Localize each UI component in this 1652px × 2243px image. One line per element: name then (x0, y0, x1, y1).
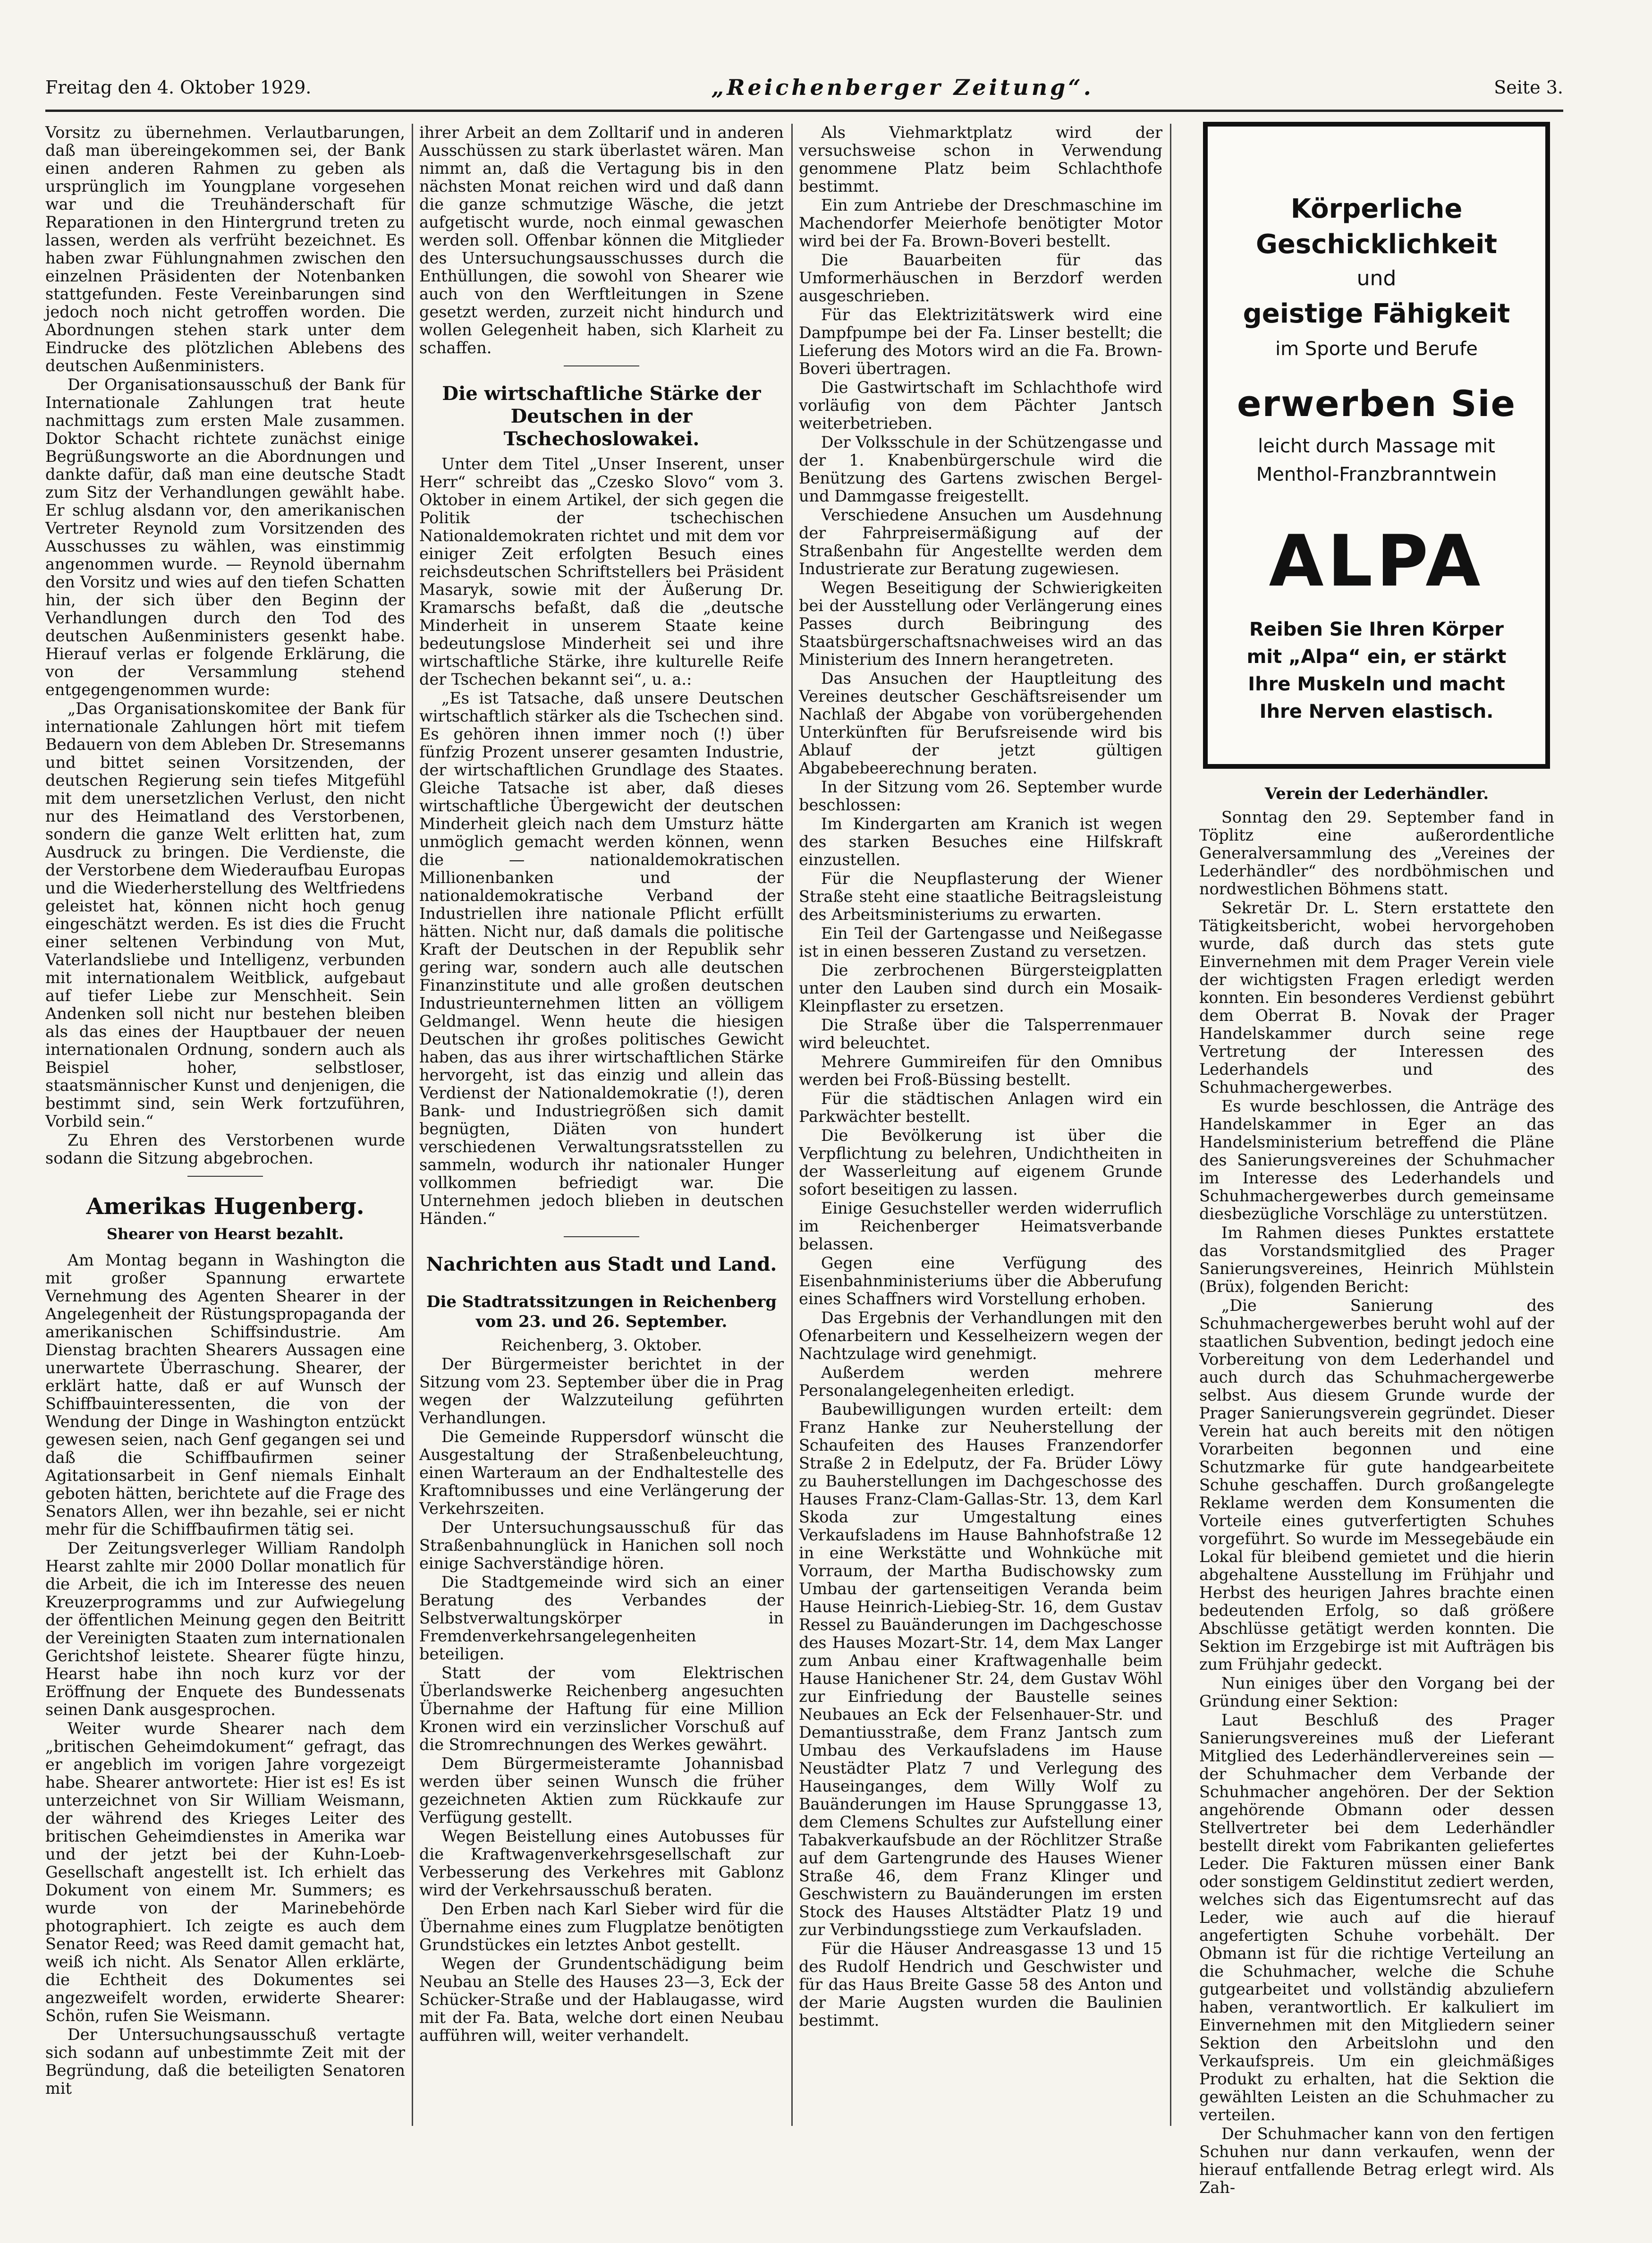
ad-line: leicht durch Massage mit (1258, 435, 1495, 457)
article-paragraph: Der Bürgermeister berichtet in der Sitzung vom 23. September über die in Prag wegen der Walzzuteilung geführten Verhandlungen. (419, 1355, 784, 1427)
article-paragraph: Vorsitz zu übernehmen. Verlautbarungen, daß man übereingekommen sei, der Bank einen anderen Rahmen zu geben als ursprünglich im Youngplane vorgesehen war und die Treuhänderschaft für Reparationen in den Hintergrund treten zu lassen, werden als verfrüht bezeichnet. Es haben zwar Fühlungnahmen zwischen den einzelnen Präsidenten der Notenbanken stattgefunden. Feste Vereinbarungen sind jedoch noch nicht getroffen worden. Die Abordnungen stehen stark unter dem Eindrucke des plötzlichen Ablebens des deutschen Außenministers. (45, 123, 405, 375)
article-paragraph: Für die städtischen Anlagen wird ein Parkwächter bestellt. (799, 1089, 1162, 1126)
issue-date: Freitag den 4. Oktober 1929. (45, 77, 312, 98)
article-paragraph: Als Viehmarktplatz wird der versuchsweise schon in Verwendung genommene Platz beim Schlachthofe bestimmt. (799, 123, 1162, 195)
article-paragraph: Für die Neupflasterung der Wiener Straße steht eine staatliche Beitragsleistung des Arbeitsministeriums zu erwarten. (799, 869, 1162, 924)
article-paragraph: In der Sitzung vom 26. September wurde beschlossen: (799, 778, 1162, 814)
headline-lederhaendler: Verein der Lederhändler. (1264, 784, 1489, 803)
article-paragraph: Für die Häuser Andreasgasse 13 und 15 des Rudolf Hendrich und Geschwister und für das Haus Breite Gasse 58 des Anton und der Marie Augsten wurden die Baulinien bestimmt. (799, 1939, 1162, 2030)
ad-line: Ihre Nerven elastisch. (1259, 701, 1494, 722)
article-paragraph: „Das Organisationskomitee der Bank für internationale Zahlungen hört mit tiefem Bedauern von dem Ableben Dr. Stresemanns und bittet seinen Vorsitzenden, der deutschen Regierung sein tiefes Mitgefühl mit dem unersetzlichen Verlust, den nicht nur des Heimatland des Verstorbenen, sondern die ganze Welt erlitten hat, zum Ausdruck zu bringen. Die Verdienste, die der Verstorbene dem Wiederaufbau Europas und die Wiederherstellung des Weltfriedens geleistet hat, können nicht hoch genug eingeschätzt werden. Es ist dies die Frucht einer seltenen Verbindung von Mut, Vaterlandsliebe und Intelligenz, verbunden mit internationalem Weitblick, aufgebaut auf tiefer Liebe zur Menschheit. Sein Andenken soll nicht nur bestehen bleiben als das eines der Hauptbauer der neuen internationalen Ordnung, sondern auch als Beispiel hoher, selbstloser, staatsmännischer Kunst und denjenigen, die bestimmt sind, sein Werk fortzuführen, Vorbild sein.“ (45, 699, 406, 1130)
article-paragraph: Die Straße über die Talsperrenmauer wird beleuchtet. (799, 1016, 1162, 1052)
article-paragraph: Weiter wurde Shearer nach dem „britischen Geheimdokument“ gefragt, das er angeblich im vorigen Jahre vorgezeigt habe. Shearer antwortete: Hier ist es! Es ist unterzeichnet von Sir William Weismann, der während des Krieges Leiter des britischen Geheimdienstes in Amerika war und der jetzt bei der Kuhn-Loeb-Gesellschaft angestellt ist. Ich erhielt das Dokument von einem Mr. Summers; es wurde von der Marinebehörde photographiert. Ich zeigte es auch dem Senator Reed; was Reed damit gemacht hat, weiß ich nicht. Als Senator Allen erklärte, die Echtheit des Dokumentes sei angezweifelt worden, erwiderte Shearer: Schön, rufen Sie Weismann. (45, 1719, 405, 2025)
ad-brand-name: ALPA (1269, 520, 1484, 603)
article-paragraph: Die Bevölkerung ist über die Verpflichtung zu belehren, Undichtheiten in der Wasserleitung auf eigenem Grunde sofort beseitigen zu lassen. (799, 1126, 1162, 1198)
article-paragraph: Gegen eine Verfügung des Eisenbahnministeriums über die Abberufung eines Schaffners wird Vorstellung erhoben. (799, 1254, 1162, 1308)
article-paragraph: Im Kindergarten am Kranich ist wegen des starken Besuches eine Hilfskraft einzustellen. (799, 815, 1162, 869)
article-paragraph: Einige Gesuchsteller werden widerruflich im Reichenberger Heimatsverbande belassen. (799, 1199, 1162, 1253)
article-paragraph: Den Erben nach Karl Sieber wird für die Übernahme eines zum Flugplatze benötigten Grundstückes ein letztes Anbot gestellt. (419, 1900, 784, 1954)
article-paragraph: Die Gemeinde Ruppersdorf wünscht die Ausgestaltung der Straßenbeleuchtung, einen Warteraum an der Endhaltestelle des Kraftomnibusses und eine Verlängerung der Verkehrszeiten. (419, 1427, 784, 1518)
newspaper-title: „Reichenberger Zeitung“. (711, 75, 1094, 100)
column-divider (791, 124, 793, 2126)
article-paragraph: Die Stadtgemeinde wird sich an einer Beratung des Verbandes der Selbstverwaltungskörper in Fremdenverkehrsangelegenheiten beteiligen. (419, 1573, 784, 1663)
dateline: Reichenberg, 3. Oktober. (501, 1336, 702, 1354)
article-paragraph: Wegen der Grundentschädigung beim Neubau an Stelle des Hauses 23—3, Eck der Schücker-Straße und der Hablaugasse, wird mit der Fa. Bata, welche dort einen Neubau aufführen will, weiter verhandelt. (419, 1954, 784, 2045)
article-paragraph: Unter dem Titel „Unser Inserent, unser Herr“ schreibt das „Czesko Slovo“ vom 3. Oktober in einem Artikel, der sich gegen die Politik der tschechischen Nationaldemokraten richtet und mit dem vor einiger Zeit erfolgten Besuch eines reichsdeutschen Schriftstellers bei Präsident Masaryk, sowie mit der Äußerung Dr. Kramarschs befaßt, daß die „deutsche Minderheit in unserem Staate keine bedeutungslose Minderheit sei und ihre wirtschaftliche Stärke, ihre kulturelle Reife der Tschechen bekannt sei“, u. a.: (419, 455, 784, 688)
ad-line: Geschicklichkeit (1255, 229, 1498, 260)
column-3 (799, 124, 1162, 2126)
article-paragraph: Baubewilligungen wurden erteilt: dem Franz Hanke zur Neuherstellung der Schaufeiten des Hauses Franzendorfer Straße 2 in Edelputz, der Fa. Brüder Löwy zu Bauherstellungen im Dachgeschosse des Hauses Franz-Clam-Gallas-Str. 13, dem Karl Skoda zur Umgestaltung eines Verkaufsladens im Hause Bahnhofstraße 12 in eine Werkstätte und Wohnküche mit Vorraum, der Martha Budischowsky zum Umbau der gartenseitigen Veranda beim Hause Heinrich-Liebieg-Str. 16, dem Gustav Ressel zu Bauänderungen im Dachgeschosse des Hauses Mozart-Str. 14, dem Max Langer zum Anbau einer Kraftwagenhalle beim Hause Hanichener Str. 24, dem Gustav Wöhl zur Einfriedung der Baustelle seines Neubaues an Eck der Felsenhauer-Str. und Demantiusstraße, dem Franz Jantsch zum Umbau des Verkaufsladens im Hause Neustädter Platz 7 und Verlegung des Hauseinganges, dem Willy Wolf zu Bauänderungen im Hause Sprunggasse 13, dem Clemens Schultes zur Aufstellung einer Tabakverkaufsbude an der Röchlitzer Straße auf dem Gartengrunde des Hauses Wiener Straße 46, dem Franz Klinger und Geschwistern zu Bauänderungen im ersten Stock des Hauses Altstädter Platz 19 und zur Verbindungsstiege zum Verkaufsladen. (799, 1400, 1162, 1939)
article-paragraph: Statt der vom Elektrischen Überlandswerke Reichenberg angesuchten Übernahme der Haftung für eine Million Kronen wird ein verzinslicher Vorschuß auf die Stromrechnungen des Werkes gewährt. (419, 1664, 784, 1754)
article-paragraph: Der Untersuchungsausschuß vertagte sich sodann auf unbestimmte Zeit mit der Begründung, daß die beteiligten Senatoren mit (45, 2025, 405, 2098)
article-paragraph: Laut Beschluß des Prager Sanierungsvereines muß der Lieferant Mitglied des Lederhändlervereines sein — der Schuhmacher dem Verbande der Schuhmacher angehören. Der der Sektion angehörende Obmann oder dessen Stellvertreter bei dem Lederhändler bestellt direkt vom Fabrikanten geliefertes Leder. Die Fakturen müssen einer Bank oder sonstigem Geldinstitut zediert werden, welches sich das Eigentumsrecht auf das Leder, wie auch auf die hierauf angefertigten Schuhe vorbehält. Der Obmann ist für die richtige Verteilung an die Schuhmacher, welche die Schuhe gutgearbeitet und vollständig abzuliefern haben, verantwortlich. Er kalkuliert im Einvernehmen mit den Mitgliedern seiner Sektion den Arbeitslohn und den Verkaufspreis. Um ein gleichmäßiges Produkt zu erhalten, hat die Sektion die gewählten Leisten an die Schuhmacher zu verteilen. (1199, 1711, 1554, 2124)
article-paragraph: Der Zeitungsverleger William Randolph Hearst zahlte mir 2000 Dollar monatlich für die Arbeit, die ich im Interesse des neuen Kreuzerprogramms und zur Aufwiegelung der öffentlichen Meinung gegen den Beitritt der Vereinigten Staaten zum internationalen Gerichtshof leistete. Shearer fügte hinzu, Hearst habe ihn noch kurz vor der Eröffnung der Enquete des Bundessenats seinen Dank ausgesprochen. (45, 1539, 405, 1719)
article-paragraph: Außerdem werden mehrere Personalangelegenheiten erledigt. (799, 1363, 1162, 1400)
page-number: Seite 3. (1494, 77, 1563, 98)
article-paragraph: Der Untersuchungsausschuß für das Straßenbahnunglück in Hanichen soll noch einige Sachverständige hören. (419, 1518, 784, 1572)
ad-line: im Sporte und Berufe (1275, 338, 1478, 360)
article-paragraph: Das Ergebnis der Verhandlungen mit den Ofenarbeitern und Kesselheizern wegen der Nachtzulage wird genehmigt. (799, 1308, 1162, 1363)
separator (564, 365, 639, 366)
ad-line: mit „Alpa“ ein, er stärkt (1246, 646, 1507, 668)
article-paragraph: Für das Elektrizitätswerk wird eine Dampfpumpe bei der Fa. Linser bestellt; die Lieferung des Motors wird an die Fa. Brown-Boveri übertragen. (799, 306, 1162, 378)
article-paragraph: Ein Teil der Gartengasse und Neißegasse ist in einen besseren Zustand zu versetzen. (799, 924, 1162, 960)
column-4 (1199, 784, 1554, 2197)
article-paragraph: Wegen Beistellung eines Autobusses für die Kraftwagenverkehrsgesellschaft zur Verbesserung des Verkehres mit Gablonz wird der Verkehrsausschuß beraten. (419, 1827, 784, 1899)
separator (187, 1176, 263, 1177)
alpa-advertisement (1203, 122, 1550, 769)
headline-nachrichten: Nachrichten aus Stadt und Land. (426, 1253, 777, 1275)
article-paragraph: Zu Ehren des Verstorbenen wurde sodann die Sitzung abgebrochen. (45, 1131, 405, 1167)
column-2 (419, 124, 784, 2126)
column-1 (45, 124, 405, 2126)
column-divider (412, 124, 413, 2126)
article-paragraph: Das Ansuchen der Hauptleitung des Vereines deutscher Geschäftsreisender um Nachlaß der Abgabe von vorübergehenden Unterkünften für Berufsreisende wird bis Ablauf der jetzt gültigen Abgabebeerechnung beraten. (799, 669, 1162, 777)
article-paragraph: Die Gastwirtschaft im Schlachthofe wird vorläufig von dem Pächter Jantsch weiterbetrieben. (799, 378, 1162, 433)
ad-line: Ihre Muskeln und macht (1248, 673, 1505, 695)
subheadline-stadtratssitzungen: Die Stadtratssitzungen in Reichenberg vom 23. und 26. September. (426, 1292, 777, 1331)
masthead-rule (45, 110, 1563, 112)
article-paragraph: Die Bauarbeiten für das Umformerhäuschen in Berzdorf werden ausgeschrieben. (799, 251, 1162, 305)
article-paragraph: Nun einiges über den Vorgang bei der Gründung einer Sektion: (1199, 1674, 1554, 1710)
ad-line: erwerben Sie (1237, 382, 1516, 425)
separator (564, 1236, 639, 1237)
headline-wirtschaftliche-staerke: Die wirtschaftliche Stärke der Deutschen in der Tschechoslowakei. (442, 382, 761, 450)
article-paragraph: Mehrere Gummireifen für den Omnibus werden bei Froß-Büssing bestellt. (799, 1053, 1162, 1089)
article-paragraph: Der Schuhmacher kann von den fertigen Schuhen nur dann verkaufen, wenn der hierauf entfallende Betrag erlegt wird. Als Zah- (1199, 2124, 1554, 2197)
masthead (45, 71, 1563, 104)
ad-line: Körperliche (1290, 194, 1463, 224)
article-paragraph: Die zerbrochenen Bürgersteigplatten unter den Lauben sind durch ein Mosaik-Kleinpflaster zu ersetzen. (799, 961, 1162, 1015)
article-paragraph: Sekretär Dr. L. Stern erstattete den Tätigkeitsbericht, wobei hervorgehoben wurde, daß durch das stets gute Einvernehmen mit dem Prager Verein viele der wichtigsten Fragen erledigt werden konnten. Ein besonderes Verdienst gebührt dem Oberrat B. Novak der Prager Handelskammer durch seine rege Vertretung der Interessen des Lederhandels und des Schuhmachergewerbes. (1199, 899, 1554, 1096)
article-paragraph: Wegen Beseitigung der Schwierigkeiten bei der Ausstellung oder Verlängerung eines Passes durch Beibringung des Staatsbürgerschaftsnachweises wird an das Ministerium des Innern herangetreten. (799, 578, 1162, 669)
article-paragraph: Der Organisationsausschuß der Bank für Internationale Zahlungen trat heute nachmittags zum ersten Male zusammen. Doktor Schacht richtete zunächst einige Begrüßungsworte an die Abordnungen und dankte dafür, daß man eine deutsche Stadt zum Sitz der Verhandlungen gewählt habe. Er schlug alsdann vor, den amerikanischen Vertreter Reynold zum Vorsitzenden des Ausschusses zu wählen, was einstimmig angenommen wurde. — Reynold übernahm den Vorsitz und wies auf den tiefen Schatten hin, der sich über den Beginn der Verhandlungen durch den Tod des deutschen Außenministers gesenkt habe. Hierauf verlas er folgende Erklärung, die von der Versammlung stehend entgegengenommen wurde: (45, 375, 405, 699)
article-paragraph: Ein zum Antriebe der Dreschmaschine im Machendorfer Meierhofe benötigter Motor wird bei der Fa. Brown-Boveri bestellt. (799, 196, 1162, 250)
article-paragraph: Dem Bürgermeisteramte Johannisbad werden über seinen Wunsch die früher gezeichneten Aktien zum Rückkaufe zur Verfügung gestellt. (419, 1754, 784, 1827)
article-paragraph: Der Volksschule in der Schützengasse und der 1. Knabenbürgerschule wird die Benützung des Gartens zwischen Bergel- und Dammgasse freigestellt. (799, 433, 1162, 505)
article-paragraph: Verschiedene Ansuchen um Ausdehnung der Fahrpreisermäßigung auf der Straßenbahn für Angestellte werden dem Industrierate zur Beratung zugewiesen. (799, 506, 1162, 578)
article-paragraph: ihrer Arbeit an dem Zolltarif und in anderen Ausschüssen zu stark überlastet wären. Man nimmt an, daß die Vertagung bis in den nächsten Monat reichen wird und daß dann die ganze schmutzige Wäsche, die jetzt aufgetischt wurde, noch einmal gewaschen werden soll. Offenbar können die Mitglieder des Untersuchungsausschusses durch die Enthüllungen, die sowohl von Shearer wie auch von den Werftleitungen in Szene gesetzt werden, zurzeit nicht hindurch und wollen Gelegenheit haben, sich Klarheit zu schaffen. (419, 123, 784, 357)
subheadline-shearer: Shearer von Hearst bezahlt. (106, 1225, 344, 1243)
article-paragraph: Sonntag den 29. September fand in Töplitz eine außerordentliche Generalversammlung des „Vereines der Lederhändler“ des nordböhmischen und nordwestlichen Böhmens statt. (1199, 808, 1554, 898)
ad-line: und (1356, 266, 1397, 290)
ad-line: Reiben Sie Ihren Körper (1249, 619, 1504, 640)
article-paragraph: „Die Sanierung des Schuhmachergewerbes beruht wohl auf der staatlichen Subvention, bedingt jedoch eine Vorbereitung von dem Lederhandel und auch durch das Schuhmachergewerbe selbst. Aus diesem Grunde wurde der Prager Sanierungsverein gegründet. Dieser Verein hat auch bereits mit den nötigen Vorarbeiten begonnen und eine Schutzmarke für gute handgearbeitete Schuhe geschaffen. Durch großangelegte Reklame werden dem Konsumenten die Vorteile eines gutverfertigten Schuhes vorgeführt. So wurde im Messegebäude ein Lokal für bleibend gemietet und die hierin abgehaltene Ausstellung im Frühjahr und Herbst des heurigen Jahres brachte einen bedeutenden Erfolg, so daß größere Abschlüsse getätigt werden konnten. Die Sektion im Erzgebirge ist mit Aufträgen bis zum Frühjahr gedeckt. (1199, 1296, 1554, 1674)
headline-hugenberg: Amerikas Hugenberg. (86, 1193, 364, 1220)
article-paragraph: Im Rahmen dieses Punktes erstattete das Vorstandsmitglied des Prager Sanierungsvereines, Heinrich Mühlstein (Brüx), folgenden Bericht: (1199, 1223, 1554, 1296)
article-paragraph: Es wurde beschlossen, die Anträge des Handelskammer in Eger an das Handelsministerium betreffend die Pläne des Sanierungsvereines der Schuhmacher im Interesse des Lederhandels und Schuhmachergewerbes durch gemeinsame diesbezügliche Vorschläge zu unterstützen. (1199, 1097, 1554, 1223)
column-divider (1170, 124, 1171, 2126)
article-paragraph: „Es ist Tatsache, daß unsere Deutschen wirtschaftlich stärker als die Tschechen sind. Es gehören ihnen immer noch (!) über fünfzig Prozent unserer gesamten Industrie, der wirtschaftlichen Grundlage des Staates. Gleiche Tatsache ist aber, daß dieses wirtschaftliche Übergewicht der deutschen Minderheit gleich nach dem Umsturz hätte unmöglich gemacht werden können, wenn die — nationaldemokratischen Millionenbanken und der nationaldemokratische Verband der Industriellen ihre nationale Pflicht erfüllt hätten. Nicht nur, daß damals die politische Kraft der Deutschen in der Republik sehr gering war, sondern auch alle deutschen Finanzinstitute und alle großen deutschen Industrieunternehmen litten an völligem Geldmangel. Wenn heute die hiesigen Deutschen ihr großes politisches Gewicht haben, das aus ihrer wirtschaftlichen Stärke hervorgeht, ist das einzig und allein das Verdienst der Nationaldemokratie (!), deren Bank- und Industriegrößen sich damit begnügten, Diäten von hundert verschiedenen Verwaltungsratsstellen zu sammeln, wodurch ihr nationaler Hunger vollkommen befriedigt war. Die Unternehmen jedoch blieben in deutschen Händen.“ (419, 689, 784, 1228)
article-paragraph: Am Montag begann in Washington die mit großer Spannung erwartete Vernehmung des Agenten Shearer in der Angelegenheit der Rüstungspropaganda der amerikanischen Schiffsindustrie. Am Dienstag brachten Shearers Aussagen eine unerwartete Überraschung. Shearer, der erklärt hatte, daß er auf Wunsch der Schiffbauinteressenten, die von der Wendung der Dinge in Washington entzückt gewesen seien, nach Genf gegangen sei und daß die Schiffbaufirmen seiner Agitationsarbeit in Genf niemals Einhalt geboten hätten, berichtete auf die Frage des Senators Allen, wer ihn bezahle, sei er nicht mehr für die Schiffbaufirmen tätig sei. (45, 1251, 405, 1538)
ad-line: geistige Fähigkeit (1243, 298, 1510, 329)
ad-line: Menthol-Franzbranntwein (1256, 464, 1497, 485)
